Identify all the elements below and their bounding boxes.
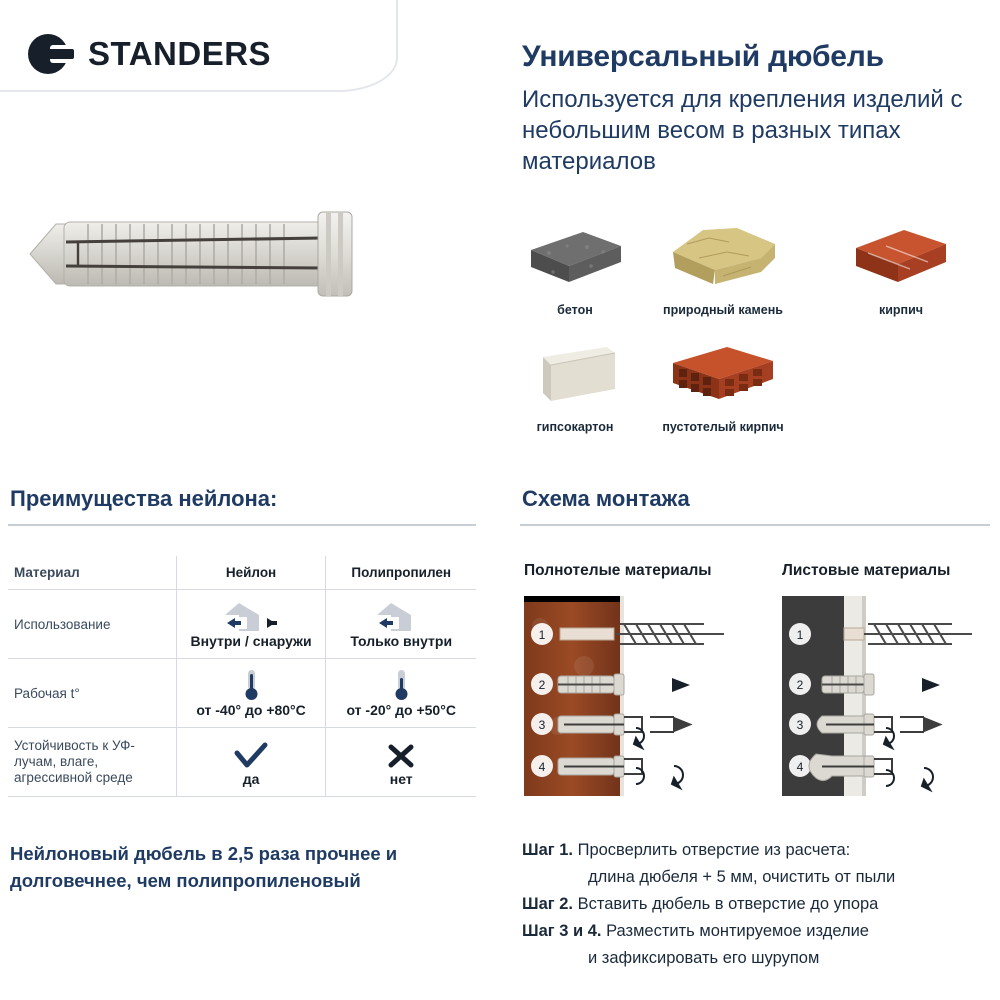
scheme-diagram-solid bbox=[524, 596, 750, 796]
cell-temp-nylon bbox=[176, 659, 326, 728]
table-row bbox=[8, 590, 476, 659]
svg-text:2: 2 bbox=[538, 678, 546, 692]
col-header-pp: Полипропилен bbox=[326, 556, 476, 590]
cell-usage-nylon bbox=[176, 590, 326, 659]
cell-value: нет bbox=[389, 771, 413, 787]
concrete-block-icon bbox=[523, 222, 627, 292]
svg-text:3: 3 bbox=[796, 718, 804, 732]
material-label: кирпич bbox=[878, 303, 924, 317]
cell-value: от -20° до +50°С bbox=[346, 702, 456, 718]
house-arrow-in-icon bbox=[332, 599, 470, 633]
materials-row-2 bbox=[520, 339, 990, 434]
product-image bbox=[26, 198, 356, 308]
material-label: природный камень bbox=[663, 303, 783, 317]
step-1-label: Шаг 1. bbox=[522, 841, 573, 859]
cell-value: Внутри / снаружи bbox=[190, 633, 312, 649]
svg-text:4: 4 bbox=[796, 760, 804, 774]
step-2 bbox=[522, 892, 992, 917]
benefits-footnote: Нейлоновый дюбель в 2,5 раза прочнее и долговечнее, чем полипропиленовый bbox=[10, 843, 398, 891]
scheme-diagram-sheet bbox=[782, 596, 994, 796]
drywall-sheet-icon bbox=[523, 339, 627, 409]
house-arrows-in-out-icon bbox=[183, 599, 320, 633]
cell-value: да bbox=[242, 771, 260, 787]
natural-stone-icon bbox=[663, 222, 783, 292]
cross-icon bbox=[332, 737, 470, 771]
svg-text:1: 1 bbox=[538, 628, 546, 642]
hollow-brick-icon bbox=[661, 339, 785, 409]
table-row bbox=[8, 728, 476, 797]
logo-panel bbox=[0, 0, 398, 92]
material-label: гипсокартон bbox=[536, 420, 614, 434]
cell-usage-pp bbox=[326, 590, 476, 659]
steps-list bbox=[522, 838, 992, 973]
row-label-resistance: Устойчивость к УФ-лучам, влаге, агрессивной среде bbox=[8, 728, 176, 797]
material-natural-stone bbox=[630, 222, 816, 317]
materials-list bbox=[520, 222, 990, 434]
scheme-left-title: Полнотелые материалы bbox=[524, 562, 712, 579]
col-header-material: Материал bbox=[8, 556, 176, 590]
step-3 bbox=[522, 919, 992, 944]
material-label: бетон bbox=[557, 303, 593, 317]
cell-resistance-pp bbox=[326, 728, 476, 797]
cell-value: Только внутри bbox=[350, 633, 453, 649]
material-drywall bbox=[520, 339, 630, 434]
standers-c-logo-icon bbox=[28, 34, 74, 74]
brand-name: STANDERS bbox=[88, 35, 272, 72]
table-row bbox=[8, 659, 476, 728]
material-hollow-brick bbox=[630, 339, 816, 434]
benefits-title-rule bbox=[8, 524, 476, 526]
step-3-label: Шаг 3 и 4. bbox=[522, 922, 602, 940]
step-2-text: Вставить дюбель в отверстие до упора bbox=[577, 895, 879, 913]
brick-icon bbox=[846, 222, 956, 292]
brand-logo bbox=[28, 34, 271, 74]
scheme-title: Схема монтажа bbox=[522, 486, 690, 511]
step-1 bbox=[522, 838, 992, 863]
svg-text:4: 4 bbox=[538, 760, 546, 774]
material-label: пустотелый кирпич bbox=[662, 420, 784, 434]
material-brick bbox=[816, 222, 986, 317]
step-3-text: Разместить монтируемое изделие bbox=[606, 922, 869, 940]
cell-temp-pp bbox=[326, 659, 476, 728]
page-subtitle: Используется для крепления изделий с небольшим весом в разных типах материалов bbox=[522, 86, 963, 175]
thermometer-icon bbox=[332, 668, 470, 702]
benefits-title: Преимущества нейлона: bbox=[10, 486, 278, 511]
scheme-right-title: Листовые материалы bbox=[782, 562, 951, 579]
row-label-usage: Использование bbox=[8, 590, 176, 659]
step-3-text-2: и зафиксировать его шурупом bbox=[588, 949, 820, 967]
col-header-nylon: Нейлон bbox=[176, 556, 326, 590]
step-1-text: Просверлить отверстие из расчета: bbox=[577, 841, 851, 859]
table-header-row bbox=[8, 556, 476, 590]
page-title: Универсальный дюбель bbox=[522, 40, 884, 73]
scheme-title-rule bbox=[520, 524, 990, 526]
cell-resistance-nylon bbox=[176, 728, 326, 797]
materials-row-1 bbox=[520, 222, 990, 317]
step-2-label: Шаг 2. bbox=[522, 895, 573, 913]
material-concrete bbox=[520, 222, 630, 317]
thermometer-icon bbox=[183, 668, 320, 702]
cell-value: от -40° до +80°С bbox=[196, 702, 306, 718]
check-icon bbox=[183, 737, 320, 771]
benefits-table bbox=[8, 556, 476, 797]
svg-text:2: 2 bbox=[796, 678, 804, 692]
svg-text:3: 3 bbox=[538, 718, 546, 732]
step-1-text-2: длина дюбеля + 5 мм, очистить от пыли bbox=[588, 868, 896, 886]
svg-text:1: 1 bbox=[796, 628, 804, 642]
row-label-temperature: Рабочая t° bbox=[8, 659, 176, 728]
